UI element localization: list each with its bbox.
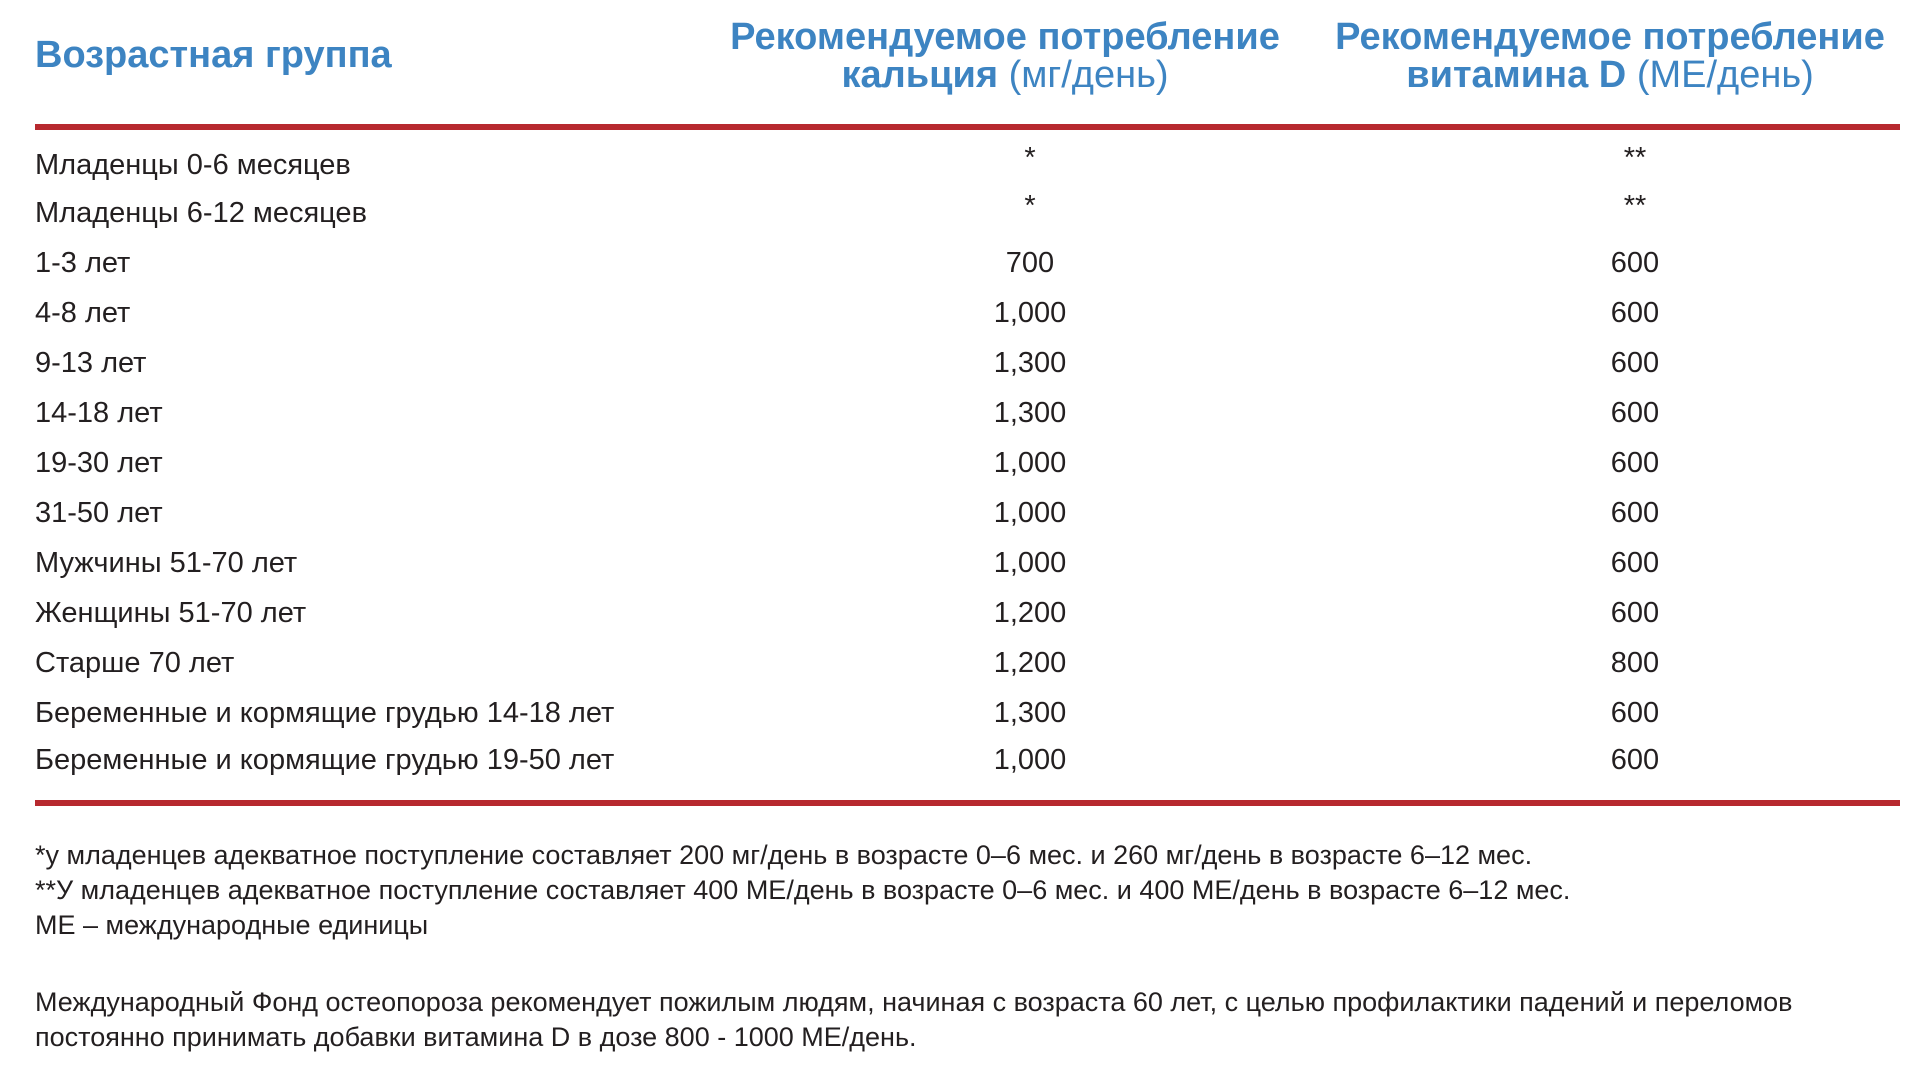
cell-age-group: Мужчины 51-70 лет <box>35 547 298 579</box>
cell-vitamin-d: 600 <box>1610 297 1660 329</box>
cell-calcium: 1,000 <box>993 447 1067 479</box>
cell-age-group: Младенцы 0-6 месяцев <box>35 149 351 181</box>
cell-calcium: 1,000 <box>993 744 1067 776</box>
cell-calcium: 1,200 <box>993 597 1067 629</box>
cell-age-group: Женщины 51-70 лет <box>35 597 307 629</box>
header-vitd-line1: Рекомендуемое потребление <box>1335 16 1885 58</box>
header-vitamin-d <box>1280 18 1930 94</box>
cell-vitamin-d: 600 <box>1610 497 1660 529</box>
table-row <box>35 238 1900 288</box>
cell-vitamin-d: ** <box>1623 190 1647 222</box>
footnote-calcium: *у младенцев адекватное поступление составляет 200 мг/день в возрасте 0–6 мес. и 260 мг/день в возрасте 6–12 мес. <box>35 840 1533 870</box>
cell-age-group: Старше 70 лет <box>35 647 235 679</box>
header-calcium-line2 <box>675 56 1335 94</box>
cell-vitamin-d: 600 <box>1610 397 1660 429</box>
header-age-group <box>35 36 392 74</box>
cell-vitamin-d: 600 <box>1610 697 1660 729</box>
table-row <box>35 338 1900 388</box>
table-header <box>35 0 1900 125</box>
cell-age-group: 31-50 лет <box>35 497 163 529</box>
header-calcium-unit: (мг/день) <box>1008 54 1169 96</box>
table-row <box>35 735 1900 785</box>
cell-vitamin-d: 600 <box>1610 547 1660 579</box>
table-row <box>35 688 1900 738</box>
cell-calcium: 1,300 <box>993 397 1067 429</box>
table-row <box>35 588 1900 638</box>
cell-age-group: Беременные и кормящие грудью 19-50 лет <box>35 744 615 776</box>
cell-vitamin-d: 600 <box>1610 247 1660 279</box>
cell-age-group: 9-13 лет <box>35 347 147 379</box>
cell-calcium: 1,300 <box>993 347 1067 379</box>
table-row <box>35 538 1900 588</box>
bottom-divider <box>35 800 1900 806</box>
cell-age-group: 4-8 лет <box>35 297 131 329</box>
cell-vitamin-d: 600 <box>1610 347 1660 379</box>
header-vitd-line2 <box>1280 56 1930 94</box>
cell-vitamin-d: ** <box>1623 142 1647 174</box>
cell-age-group: Младенцы 6-12 месяцев <box>35 197 367 229</box>
cell-vitamin-d: 600 <box>1610 744 1660 776</box>
cell-vitamin-d: 600 <box>1610 447 1660 479</box>
header-vitd-nutrient: витамина D <box>1406 54 1627 96</box>
footnotes <box>35 838 1900 943</box>
table-row <box>35 438 1900 488</box>
cell-calcium: * <box>1024 190 1036 222</box>
top-divider <box>35 124 1900 130</box>
cell-age-group: 1-3 лет <box>35 247 131 279</box>
cell-calcium: 1,200 <box>993 647 1067 679</box>
table-row <box>35 638 1900 688</box>
header-calcium <box>675 18 1335 94</box>
recommendation-line1: Международный Фонд остеопороза рекомендует пожилым людям, начиная с возраста 60 лет, с целью профилактики падений и переломов <box>35 987 1793 1017</box>
table-row <box>35 288 1900 338</box>
cell-calcium: 700 <box>1005 247 1055 279</box>
recommendation-line2: постоянно принимать добавки витамина D в дозе 800 - 1000 МЕ/день. <box>35 1022 917 1052</box>
cell-calcium: * <box>1024 142 1036 174</box>
table-row <box>35 388 1900 438</box>
cell-vitamin-d: 600 <box>1610 597 1660 629</box>
header-age-group-label: Возрастная группа <box>35 34 392 76</box>
cell-age-group: 19-30 лет <box>35 447 163 479</box>
recommendation-paragraph <box>35 985 1900 1055</box>
header-calcium-line1: Рекомендуемое потребление <box>730 16 1280 58</box>
cell-vitamin-d: 800 <box>1610 647 1660 679</box>
footnote-vitamin-d: **У младенцев адекватное поступление составляет 400 МЕ/день в возрасте 0–6 мес. и 400 МЕ/день в возрасте 6–12 мес. <box>35 875 1571 905</box>
table-row <box>35 188 1900 238</box>
footnote-units: МЕ – международные единицы <box>35 910 429 940</box>
cell-calcium: 1,300 <box>993 697 1067 729</box>
cell-age-group: Беременные и кормящие грудью 14-18 лет <box>35 697 615 729</box>
header-calcium-nutrient: кальция <box>841 54 999 96</box>
cell-age-group: 14-18 лет <box>35 397 163 429</box>
cell-calcium: 1,000 <box>993 547 1067 579</box>
cell-calcium: 1,000 <box>993 497 1067 529</box>
cell-calcium: 1,000 <box>993 297 1067 329</box>
header-vitd-unit: (МЕ/день) <box>1636 54 1814 96</box>
table-row <box>35 488 1900 538</box>
